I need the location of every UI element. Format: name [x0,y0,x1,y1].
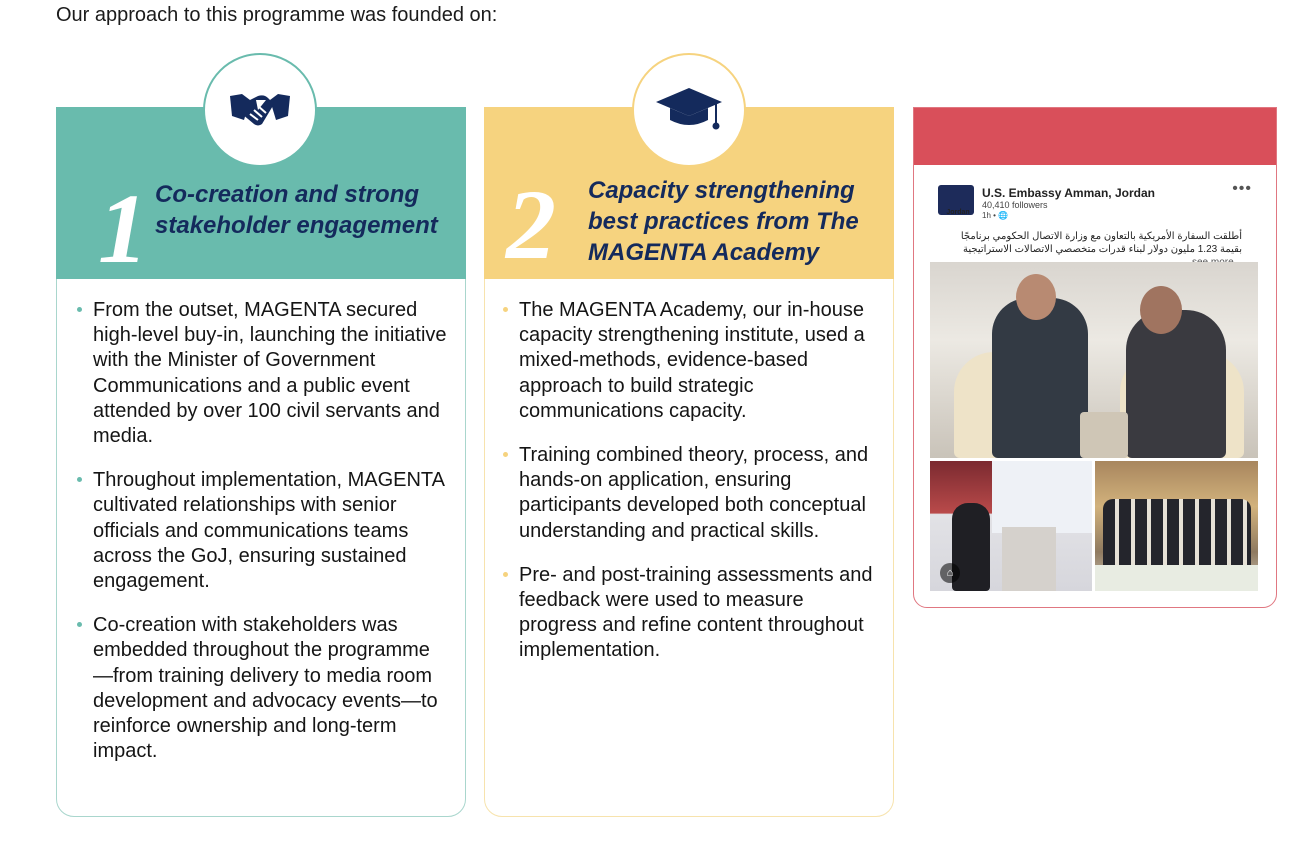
bullet-item [501,298,873,424]
approach-card-1 [56,107,466,817]
social-card-header [914,108,1276,165]
bullet-text: The MAGENTA Academy, our in-house capacity strengthening institute, used a mixed-methods, evidence-based approach to build strategic communications capacity. [519,299,865,422]
graduation-cap-icon [654,86,724,134]
bullet-icon [503,452,508,457]
card-number: 1 [98,173,148,284]
icon-circle [203,53,317,167]
bullet-item [501,443,873,544]
person-head [1016,274,1056,320]
person [1126,310,1226,458]
card-title: Co-creation and strong stakeholder engagement [155,181,438,239]
post-time: 1h • 🌐 [982,211,1009,220]
podium [1002,527,1056,591]
post-photo-group[interactable] [1095,461,1258,591]
card-title: Capacity strengthening best practices from The MAGENTA Academy [588,177,859,266]
intro-text: Our approach to this programme was founded on: [56,4,498,26]
bullet-icon [503,572,508,577]
bullet-icon [77,307,82,312]
bullet-text: Throughout implementation, MAGENTA cultivated relationships with senior officials and communications teams across the GoJ, ensuring sustained engagement. [93,469,444,593]
person-head [1140,286,1182,334]
bullet-icon [503,307,508,312]
handshake-icon [228,90,292,130]
icon-circle [632,53,746,167]
group-of-people [1103,499,1251,565]
bullet-item [75,468,447,594]
flower-arrangement [1095,565,1258,591]
bullet-icon [77,622,82,627]
bullet-item [501,563,873,664]
more-options-icon[interactable]: ••• [1232,180,1252,197]
bullet-text: Co-creation with stakeholders was embedded throughout the programme—from training delivery to media room development and advocacy events—to reinforce ownership and long-term impact. [93,614,438,763]
bullet-item [75,613,447,764]
bullet-list [501,298,873,683]
post-body: أطلقت السفارة الأمريكية بالتعاون مع وزارة الاتصال الحكومي برنامجًا بقيمة 1.23 مليون دولار لبناء قدرات متخصصي الاتصالات الاستراتيجية [960,231,1242,255]
bullet-text: Training combined theory, process, and hands-on application, ensuring participants developed both conceptual understanding and practical skills. [519,444,869,542]
card-number: 2 [506,169,556,280]
projection-screen [992,461,1092,533]
side-table [1080,412,1128,458]
bullet-text: Pre- and post-training assessments and feedback were used to measure progress and refine content throughout implementation. [519,563,873,662]
post-photo-speaker[interactable] [930,461,1092,591]
tag-icon[interactable]: ⌂ [940,563,960,583]
social-post-card [913,107,1277,608]
bullet-item [75,298,447,449]
logo-label: Jordan [946,209,970,216]
approach-card-2 [484,107,894,817]
followers-count: 40,410 followers [982,200,1048,210]
bullet-list [75,298,447,783]
person [992,298,1088,458]
post-photo-meeting[interactable] [930,262,1258,458]
account-name[interactable]: U.S. Embassy Amman, Jordan [982,186,1155,200]
bullet-icon [77,477,82,482]
bullet-text: From the outset, MAGENTA secured high-level buy-in, launching the initiative with the Minister of Government Communications and a public event attended by over 100 civil servants and media. [93,299,447,448]
